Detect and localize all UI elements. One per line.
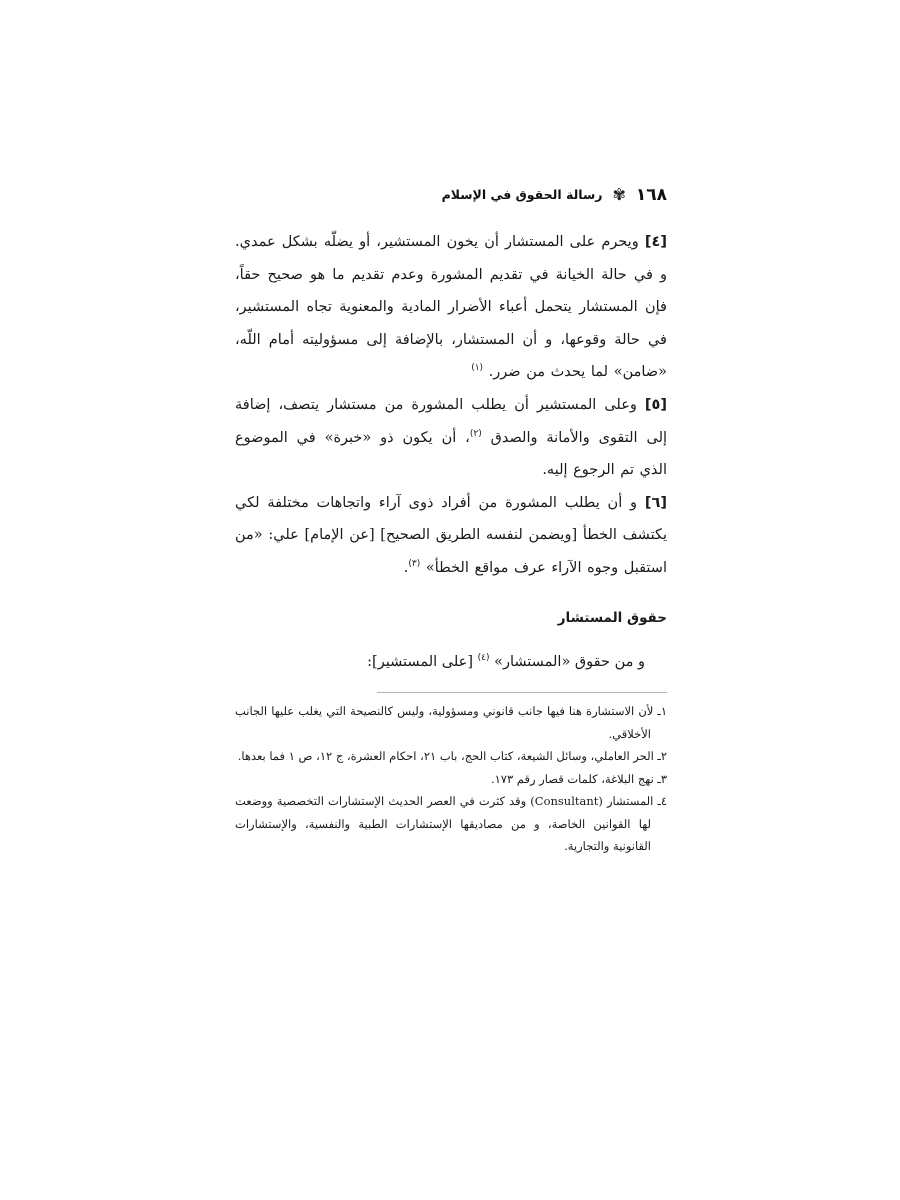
footnote-1: ١ـ لأن الاستشارة هنا فيها جانب قانوني ومسؤولية، وليس كالنصيحة التي يغلب عليها الجانب الأخلاقي. [235, 704, 667, 741]
footnote-ref-2[interactable]: (٢) [469, 428, 482, 439]
paragraph-text: و أن يطلب المشورة من أفراد ذوى آراء واتجاهات مختلفة لكي يكتشف الخطأ [ويضمن لنفسه الطريق الصحيح] [عن الإمام] علي: «من استقبل وجوه الآراء عرف مواقع الخطأ» [235, 494, 667, 576]
paragraph-number: [٦] [644, 494, 667, 511]
footnotes-list [235, 700, 667, 858]
paragraph-text: وعلى المستشير أن يطلب المشورة من مستشار يتصف، إضافة إلى التقوى والأمانة والصدق [235, 396, 668, 446]
paragraph-number: [٥] [644, 396, 667, 413]
section-intro-text-continued: [على المستشير]: [367, 654, 478, 670]
paragraph-5 [235, 389, 667, 487]
paragraph-number: [٤] [644, 234, 667, 250]
section-intro-text: و من حقوق «المستشار» [494, 654, 645, 670]
paragraph-text-continued: ، أن يكون ذو «خبرة» في الموضوع الذي تم الرجوع إليه. [235, 429, 667, 479]
page-number: ١٦٨ [635, 185, 667, 205]
book-page [235, 0, 667, 1200]
footnote-2: ٢ـ الحر العاملي، وسائل الشيعة، كتاب الحج، باب ٢١، احكام العشرة، ج ١٢، ص ١ فما بعدها. [237, 749, 667, 763]
paragraph-text: ويحرم على المستشار أن يخون المستشير، أو يضلّه بشكل عمدي. و في حالة الخيانة في تقديم المشورة وعدم تقديم ما هو صحيح حقاً، فإن المستشار يتحمل أعباء الأضرار المادية والمعنوية تجاه المستشير، في حالة وقوعها، و أن المستشار، بالإضافة إلى مسؤوليته أمام اللّه، «ضامن» لما يحدث من ضرر. [235, 234, 667, 381]
section-heading: حقوق المستشار [557, 610, 667, 626]
flower-ornament-icon: ✾ [612, 185, 626, 204]
footnote-3: ٣ـ نهج البلاغة، كلمات قصار رقم ١٧٣. [490, 771, 667, 786]
book-title: رسالة الحقوق في الإسلام [441, 187, 603, 202]
footnote-ref-3[interactable]: (٣) [408, 559, 421, 570]
section-intro [235, 648, 645, 676]
running-header [235, 183, 667, 207]
body-text [235, 226, 667, 585]
paragraph-6 [235, 487, 667, 585]
footnote-ref-4[interactable]: (٤) [477, 653, 490, 664]
paragraph-4 [235, 226, 667, 389]
footnote-ref-1[interactable]: (١) [471, 363, 484, 374]
footnote-divider [377, 692, 667, 693]
paragraph-end: . [403, 559, 409, 576]
footnote-4: ٤ـ المستشار (Consultant) وقد كثرت في العصر الحديث الإستشارات التخصصية ووضعت لها القوانين الخاصة، و من مصاديقها الإستشارات الطبية والنفسية، والإستشارات القانونية والتجارية. [235, 794, 667, 853]
